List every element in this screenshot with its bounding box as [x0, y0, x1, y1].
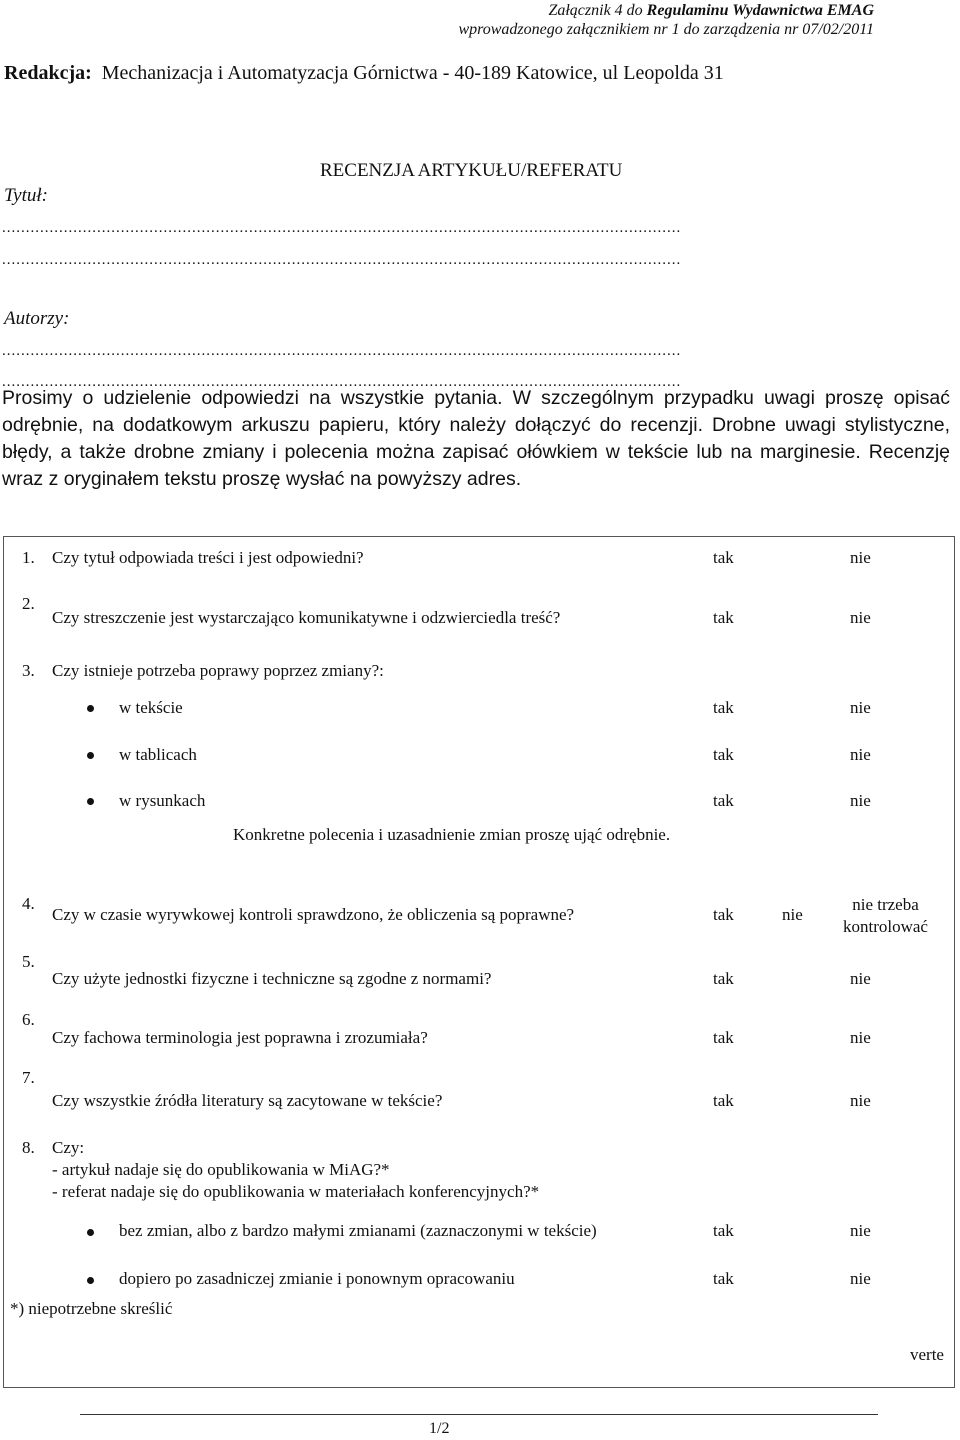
answer-yes[interactable]: tak — [713, 548, 734, 567]
bullet-icon — [87, 705, 94, 712]
sub-item-label: w rysunkach — [119, 791, 206, 810]
answer-no[interactable]: nie — [850, 1091, 871, 1110]
answer-yes[interactable]: tak — [713, 905, 734, 924]
answer-yes[interactable]: tak — [713, 969, 734, 988]
question-number: 4. — [22, 894, 35, 913]
question-text: Czy istnieje potrzeba poprawy poprzez zmiany?: — [52, 661, 384, 680]
question-number: 5. — [22, 952, 35, 971]
answer-no[interactable]: nie — [850, 745, 871, 764]
question-number: 2. — [22, 594, 35, 613]
answer-yes[interactable]: tak — [713, 1269, 734, 1288]
answer-yes[interactable]: tak — [713, 1221, 734, 1240]
answer-yes[interactable]: tak — [713, 608, 734, 627]
answer-yes[interactable]: tak — [713, 1028, 734, 1047]
footnote: *) niepotrzebne skreślić — [10, 1299, 173, 1318]
answer-no[interactable]: nie — [850, 1028, 871, 1047]
editorial-office — [4, 62, 724, 85]
answer-yes[interactable]: tak — [713, 698, 734, 717]
answer-yes[interactable]: tak — [713, 791, 734, 810]
answer-no[interactable]: nie — [782, 905, 803, 924]
title-line-1[interactable]: ............................................................................................................................................... — [2, 220, 682, 236]
authors-line-2[interactable]: ............................................................................................................................................... — [2, 374, 682, 390]
page-number: 1/2 — [429, 1420, 450, 1437]
answer-no[interactable]: nie — [850, 1269, 871, 1288]
sub-item-label: w tablicach — [119, 745, 197, 764]
bullet-icon — [87, 1229, 94, 1236]
sub-item-label: dopiero po zasadniczej zmianie i ponownym opracowaniu — [119, 1269, 515, 1288]
question-number: 7. — [22, 1068, 35, 1087]
sub-item-label: bez zmian, albo z bardzo małymi zmianami (zaznaczonymi w tekście) — [119, 1221, 597, 1240]
question-text: Czy streszczenie jest wystarczająco komunikatywne i odzwierciedla treść? — [52, 608, 561, 627]
answer-no[interactable]: nie — [850, 791, 871, 810]
question-text: Czy w czasie wyrywkowej kontroli sprawdzono, że obliczenia są poprawne? — [52, 905, 575, 924]
footer-divider — [80, 1414, 878, 1415]
editorial-label: Redakcja: — [4, 62, 92, 84]
authors-label: Autorzy: — [4, 308, 70, 329]
authors-line-1[interactable]: ............................................................................................................................................... — [2, 343, 682, 359]
question-number: 1. — [22, 548, 35, 567]
answer-no[interactable]: nie — [850, 969, 871, 988]
editorial-address: Mechanizacja i Automatyzacja Górnictwa - 40-189 Katowice, ul Leopolda 31 — [101, 62, 724, 84]
question-number: 8. — [22, 1138, 35, 1157]
appendix-note: Załącznik 4 do Regulaminu Wydawnictwa EMAG — [548, 2, 874, 19]
bullet-icon — [87, 1277, 94, 1284]
question-number: 3. — [22, 661, 35, 680]
article-option-line: - artykuł nadaje się do opublikowania w MiAG?* — [52, 1160, 390, 1179]
question-text: Czy wszystkie źródła literatury są zacytowane w tekście? — [52, 1091, 443, 1110]
title-label: Tytuł: — [4, 185, 48, 206]
answer-yes[interactable]: tak — [713, 745, 734, 764]
changes-note: Konkretne polecenia i uzasadnienie zmian proszę ująć odrębnie. — [233, 825, 671, 844]
paper-option-line: - referat nadaje się do opublikowania w materiałach konferencyjnych?* — [52, 1182, 540, 1201]
question-text: Czy: — [52, 1138, 85, 1157]
verte-label: verte — [910, 1345, 944, 1364]
question-text: Czy fachowa terminologia jest poprawna i zrozumiała? — [52, 1028, 428, 1047]
answer-no[interactable]: nie — [850, 1221, 871, 1240]
bullet-icon — [87, 752, 94, 759]
answer-no[interactable]: nie — [850, 698, 871, 717]
answer-no-need-check[interactable]: nie trzeba kontrolować — [843, 895, 928, 936]
title-line-2[interactable]: ............................................................................................................................................... — [2, 252, 682, 268]
answer-yes[interactable]: tak — [713, 1091, 734, 1110]
answer-no[interactable]: nie — [850, 608, 871, 627]
bullet-icon — [87, 798, 94, 805]
instructions-paragraph: Prosimy o udzielenie odpowiedzi na wszystkie pytania. W szczególnym przypadku uwagi proszę opisać odrębnie, na dodatkowym arkuszu papieru, który należy dołączyć do recenzji. Drobne uwagi stylistyczne, błędy, a także drobne zmiany i polecenia można zapisać ołówkiem w tekście lub na marginesie. Recenzję wraz z oryginałem tekstu proszę wysłać na powyższy adres. — [2, 387, 950, 490]
question-number: 6. — [22, 1010, 35, 1029]
question-text: Czy użyte jednostki fizyczne i techniczne są zgodne z normami? — [52, 969, 492, 988]
form-title: RECENZJA ARTYKUŁU/REFERATU — [320, 160, 623, 181]
answer-no[interactable]: nie — [850, 548, 871, 567]
question-text: Czy tytuł odpowiada treści i jest odpowiedni? — [52, 548, 364, 567]
regulation-note: wprowadzonego załącznikiem nr 1 do zarządzenia nr 07/02/2011 — [458, 21, 874, 38]
sub-item-label: w tekście — [119, 698, 183, 717]
